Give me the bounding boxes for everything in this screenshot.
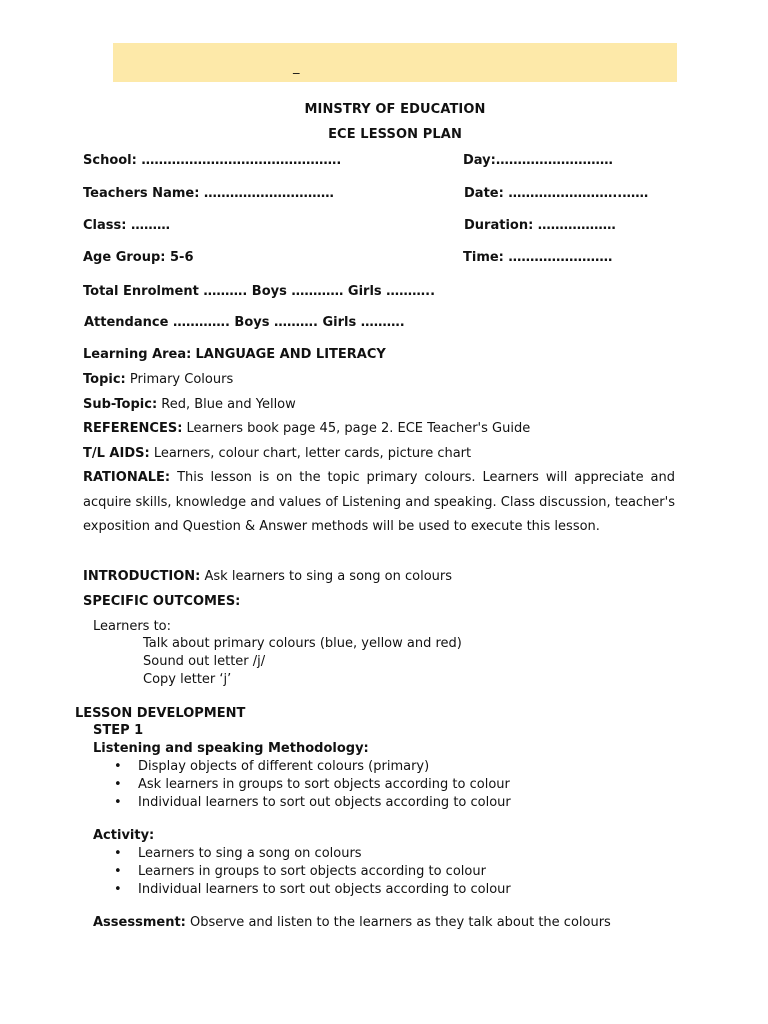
topic-line [83, 372, 233, 387]
activity-heading: Activity: [93, 828, 155, 843]
list-item [114, 758, 511, 776]
introduction-line [83, 569, 452, 584]
list-item [114, 845, 511, 863]
attendance-field: Attendance …………. Boys ………. Girls ………. [84, 315, 405, 330]
list-item-text: Individual learners to sort out objects according to colour [138, 882, 511, 897]
sub-topic-line [83, 397, 296, 412]
age-group-field: Age Group: 5-6 [83, 250, 194, 265]
sub-topic-value: Red, Blue and Yellow [161, 397, 296, 412]
tl-aids-value: Learners, colour chart, letter cards, picture chart [153, 446, 472, 461]
list-item [114, 794, 511, 812]
methodology-list [114, 758, 511, 812]
learning-area-line [83, 347, 386, 362]
school-field: School: ………………………………………. [83, 153, 342, 168]
class-field: Class: ……… [83, 218, 170, 233]
teachers-name-field: Teachers Name: ………………………… [83, 186, 334, 201]
activity-list [114, 845, 511, 899]
methodology-heading: Listening and speaking Methodology: [93, 741, 369, 756]
rationale-text: This lesson is on the topic primary colours. Learners will appreciate and acquire skills, knowledge and values of Listening and speaking. Class discussion, teacher's exposition and Question & Answer methods will be used to execute this lesson. [83, 470, 675, 534]
list-item [114, 863, 511, 881]
references-value: Learners book page 45, page 2. ECE Teacher's Guide [186, 421, 531, 436]
list-item [114, 881, 511, 899]
header-banner [113, 43, 677, 82]
tl-aids-line [83, 446, 471, 461]
ministry-title: MINSTRY OF EDUCATION [304, 102, 486, 117]
references-label: REFERENCES: [83, 421, 183, 436]
tl-aids-label: T/L AIDS: [83, 446, 150, 461]
list-item-text: Ask learners in groups to sort objects according to colour [138, 777, 510, 792]
date-field: Date: ……………………..…… [464, 186, 649, 201]
references-line [83, 421, 530, 436]
outcome-item: Sound out letter /j/ [143, 654, 266, 669]
list-item-text: Display objects of different colours (primary) [138, 759, 430, 774]
introduction-value: Ask learners to sing a song on colours [204, 569, 453, 584]
assessment-value: Observe and listen to the learners as they talk about the colours [190, 915, 611, 930]
learning-area-label: Learning Area: [83, 347, 192, 362]
bullet-icon: • [114, 759, 122, 774]
rationale-label: RATIONALE: [83, 470, 171, 485]
topic-value: Primary Colours [129, 372, 234, 387]
list-item-text: Learners in groups to sort objects according to colour [138, 864, 486, 879]
specific-outcomes-label: SPECIFIC OUTCOMES: [83, 594, 241, 609]
total-enrolment-field: Total Enrolment ………. Boys ………… Girls ……….. [83, 284, 436, 299]
learning-area-value: LANGUAGE AND LITERACY [195, 347, 386, 362]
duration-field: Duration: ……………… [464, 218, 616, 233]
introduction-label: INTRODUCTION: [83, 569, 201, 584]
banner-mark: _ [293, 60, 300, 75]
sub-topic-label: Sub-Topic: [83, 397, 158, 412]
bullet-icon: • [114, 864, 122, 879]
outcome-item: Talk about primary colours (blue, yellow and red) [143, 636, 462, 651]
step-heading: STEP 1 [93, 723, 144, 738]
lesson-development-heading: LESSON DEVELOPMENT [75, 706, 246, 721]
time-field: Time: …………………… [463, 250, 613, 265]
list-item [114, 776, 511, 794]
assessment-label: Assessment: [93, 915, 186, 930]
list-item-text: Individual learners to sort out objects according to colour [138, 795, 511, 810]
bullet-icon: • [114, 777, 122, 792]
rationale-paragraph [83, 466, 675, 540]
assessment-line [93, 915, 611, 930]
day-field: Day:……………………… [463, 153, 613, 168]
topic-label: Topic: [83, 372, 126, 387]
outcomes-lead: Learners to: [93, 619, 172, 634]
bullet-icon: • [114, 795, 122, 810]
outcome-item: Copy letter ‘j’ [143, 672, 232, 687]
bullet-icon: • [114, 882, 122, 897]
bullet-icon: • [114, 846, 122, 861]
lesson-plan-title: ECE LESSON PLAN [328, 127, 462, 142]
list-item-text: Learners to sing a song on colours [138, 846, 362, 861]
